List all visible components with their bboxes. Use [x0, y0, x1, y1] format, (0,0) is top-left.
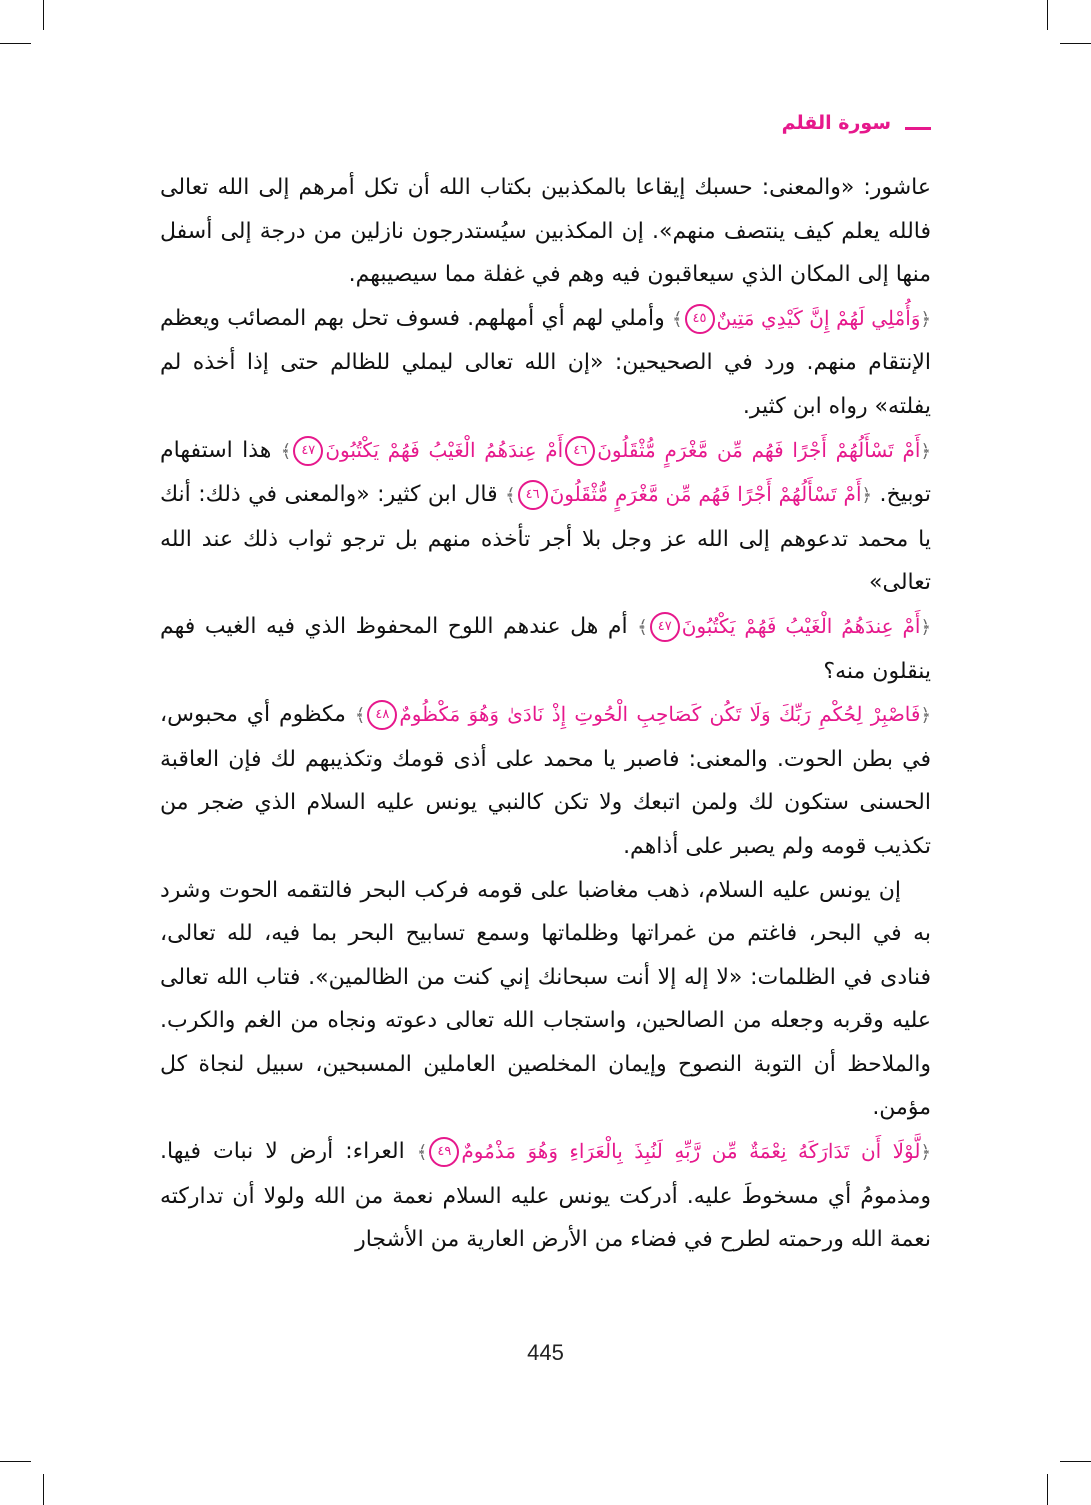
crop-mark-top-right-h	[1060, 43, 1091, 44]
verse-close-bracket: ﴾	[637, 616, 648, 638]
page-number: 445	[527, 1340, 564, 1365]
ayah-number-badge: ٤٧	[650, 612, 680, 642]
verse-close-bracket: ﴾	[671, 308, 683, 330]
quran-verse: فَاصْبِرْ لِحُكْمِ رَبِّكَ وَلَا تَكُن كَصَاحِبِ الْحُوتِ إِذْ نَادَىٰ وَهُوَ مَكْظُومٌ	[399, 702, 921, 727]
ayah-number-badge: ٤٦	[518, 480, 548, 510]
paragraph-text: قال ابن كثير: «والمعنى في ذلك: أنك يا محمد تدعوهم إلى الله عز وجل بلا أجر تأخذه منهم بل ترجو ثواب ذلك عند الله تعالى»	[160, 482, 931, 596]
quran-verse: أَمْ تَسْأَلُهُمْ أَجْرًا فَهُم مِّن مَّغْرَمٍ مُّثْقَلُونَ	[549, 482, 862, 507]
paragraph-text: عاشور: «والمعنى: حسبك إيقاعا بالمكذبين بكتاب الله أن تكل أمرهم إلى الله تعالى فالله يعلم كيف ينتصف منهم». إن المكذبين سيُستدرجون نازلين من درجة إلى أسفل منها إلى المكان الذي سيعاقبون فيه وهم في غفلة مما سيصيبهم.	[160, 175, 931, 288]
quran-verse: أَمْ عِندَهُمُ الْغَيْبُ فَهُمْ يَكْتُبُونَ	[325, 437, 564, 462]
crop-mark-top-left-h	[0, 43, 31, 44]
crop-mark-bottom-right-h	[1060, 1461, 1091, 1462]
paragraph-verse-46-47	[160, 429, 931, 605]
verse-open-bracket: ﴿	[920, 308, 932, 330]
paragraph-verse-45	[160, 297, 931, 429]
paragraph-verse-48	[160, 693, 931, 868]
ayah-number-badge: ٤٦	[565, 436, 595, 466]
paragraph-text: العراء: أرض لا نبات فيها. ومذمومُ أي مسخوطَ عليه. أدركت يونس عليه السلام نعمة من الله ولولا أن تداركته نعمة الله ورحمته لطرح في فضاء من الأرض العارية من الأشجار	[160, 1139, 931, 1253]
paragraph-text: أم هل عندهم اللوح المحفوظ الذي فيه الغيب فهم ينقلون منه؟	[160, 613, 931, 684]
verse-open-bracket: ﴿	[920, 1142, 932, 1164]
verse-close-bracket: ﴾	[416, 1142, 428, 1164]
verse-close-bracket: ﴾	[354, 705, 366, 727]
paragraph-text: إن يونس عليه السلام، ذهب مغاضبا على قومه فركب البحر فالتقمه الحوت وشرد به في البحر، فاغتم من غمراتها وظلماتها وسمع تسابيح البحر بما فيه، لله تعالى، فنادى في الظلمات: «لا إله إلا أنت سبحانك إني كنت من الظالمين». فتاب الله تعالى عليه وقربه وجعله من الصالحين، واستجاب الله تعالى دعوته ونجاه من الغم والكرب. والملاحظ أن التوبة النصوح وإيمان المخلصين العاملين المسبحين، سبيل لنجاة كل مؤمن.	[160, 877, 931, 1121]
verse-open-bracket: ﴿	[920, 440, 931, 462]
quran-verse: أَمْ عِندَهُمُ الْغَيْبُ فَهُمْ يَكْتُبُونَ	[681, 613, 921, 638]
verse-open-bracket: ﴿	[861, 485, 873, 507]
paragraph-text: وأملي لهم أي أمهلهم. فسوف تحل بهم المصائب ويعظم الإنتقام منهم. ورد في الصحيحين: «إن الله تعالى ليملي للظالم حتى إذا أخذه لم يفلته» رواه ابن كثير.	[160, 305, 931, 419]
header-rule	[905, 127, 931, 130]
ayah-number-badge: ٤٧	[293, 436, 323, 466]
crop-mark-bottom-right-v	[1047, 1474, 1048, 1505]
crop-mark-top-right-v	[1047, 0, 1048, 30]
quran-verse: وَأُمْلِي لَهُمْ إِنَّ كَيْدِي مَتِينٌ	[716, 305, 921, 330]
crop-mark-bottom-left-v	[43, 1474, 44, 1505]
paragraph-verse-47	[160, 605, 931, 693]
quran-verse: لَّوْلَا أَن تَدَارَكَهُ نِعْمَةٌ مِّن رَّبِّهِ لَنُبِذَ بِالْعَرَاءِ وَهُوَ مَذْمُومٌ	[461, 1139, 921, 1164]
verse-open-bracket: ﴿	[920, 705, 932, 727]
surah-title: سورة القلم	[781, 112, 891, 134]
page-body	[160, 166, 931, 1262]
crop-mark-bottom-left-h	[0, 1461, 31, 1462]
verse-open-bracket: ﴿	[920, 616, 931, 638]
paragraph-text: مكظوم أي محبوس، في بطن الحوت. والمعنى: فاصبر يا محمد على أذى قومك وتكذيبهم لك فإن العاقبة الحسنى ستكون لك ولمن اتبعك ولا تكن كالنبي يونس عليه السلام الذي ضجر من تكذيب قومه ولم يصبر على أذاهم.	[160, 702, 931, 859]
paragraph-text: هذا استفهام توبيخ.	[160, 437, 931, 508]
paragraph-verse-49	[160, 1130, 931, 1262]
ayah-number-badge: ٤٨	[367, 700, 397, 730]
ayah-number-badge: ٤٩	[429, 1137, 459, 1167]
crop-mark-top-left-v	[43, 0, 44, 30]
paragraph	[160, 869, 931, 1131]
ayah-number-badge: ٤٥	[685, 304, 715, 334]
verse-close-bracket: ﴾	[280, 440, 292, 462]
quran-verse: أَمْ تَسْأَلُهُمْ أَجْرًا فَهُم مِّن مَّغْرَمٍ مُّثْقَلُونَ	[597, 437, 921, 462]
running-header	[782, 112, 931, 134]
paragraph	[160, 166, 931, 297]
verse-close-bracket: ﴾	[505, 485, 516, 507]
